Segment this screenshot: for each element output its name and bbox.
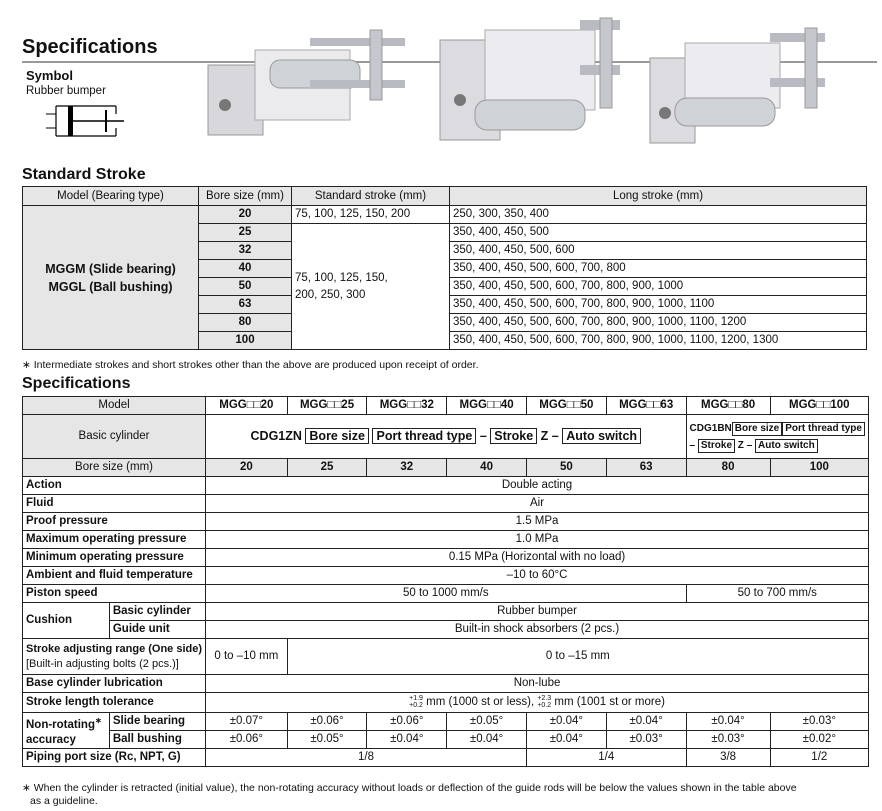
tolerance-a-text: mm (1000 st or less), (426, 696, 535, 708)
page-title: Specifications (22, 36, 158, 58)
cushion-basic-label: Basic cylinder (109, 603, 205, 621)
cushion-label: Cushion (23, 603, 110, 639)
tolerance-a-fraction (409, 695, 423, 709)
long-stroke-cell: 350, 400, 450, 500, 600, 700, 800, 900, 1000 (450, 278, 867, 296)
adjusting-range-label-line1: Stroke adjusting range (One side) (26, 642, 203, 655)
proof-pressure-value: 1.5 MPa (206, 513, 869, 531)
std-stroke-line-1: 75, 100, 125, 150, (295, 271, 388, 284)
tolerance-label: Stroke length tolerance (23, 693, 206, 713)
slide-value: ±0.03° (770, 713, 868, 731)
cylinder-symbol-icon (46, 102, 126, 142)
cylinder-photo-2 (430, 10, 630, 160)
adjusting-range-label-line2: [Built-in adjusting bolts (2 pcs.)] (26, 657, 179, 670)
tolerance-a-lower: +0.2 (409, 701, 423, 709)
standard-stroke-title: Standard Stroke (22, 166, 146, 183)
tolerance-value (206, 693, 869, 713)
bore-cell: 100 (770, 459, 868, 477)
adjusting-range-value: 0 to –15 mm (287, 639, 868, 675)
bore-cell: 50 (199, 278, 292, 296)
specifications-note (22, 782, 797, 808)
model-cell (23, 206, 199, 350)
long-stroke-cell: 350, 400, 450, 500, 600, 700, 800 (450, 260, 867, 278)
bc2-switch-box: Auto switch (755, 439, 818, 453)
bc-bore-box: Bore size (305, 428, 369, 444)
tolerance-b-fraction (537, 695, 551, 709)
bc2-port-box: Port thread type (782, 422, 865, 436)
bc2-prefix: CDG1BN (689, 422, 732, 434)
slide-bearing-label: Slide bearing (109, 713, 205, 731)
bore-cell: 20 (206, 459, 288, 477)
model-cell: MGG□□63 (606, 397, 686, 415)
long-stroke-cell: 350, 400, 450, 500, 600, 700, 800, 900, 1000, 1100, 1200 (450, 314, 867, 332)
standard-stroke-table (22, 186, 867, 350)
lubrication-label: Base cylinder lubrication (23, 675, 206, 693)
bore-cell: 80 (199, 314, 292, 332)
fluid-label: Fluid (23, 495, 206, 513)
ball-value: ±0.02° (770, 731, 868, 749)
temperature-label: Ambient and fluid temperature (23, 567, 206, 585)
adjusting-range-label (23, 639, 206, 675)
std-stroke-line-2: 200, 250, 300 (295, 288, 366, 301)
slide-value: ±0.04° (686, 713, 770, 731)
piping-port-value: 1/2 (770, 749, 868, 767)
piping-port-value: 1/8 (206, 749, 527, 767)
ball-value: ±0.04° (367, 731, 447, 749)
ball-bushing-label: Ball bushing (109, 731, 205, 749)
model-label: Model (23, 397, 206, 415)
bore-cell: 32 (199, 242, 292, 260)
tolerance-b-upper: +2.3 (537, 694, 552, 702)
slide-value: ±0.06° (287, 713, 367, 731)
model-cell: MGG□□50 (526, 397, 606, 415)
piping-port-label: Piping port size (Rc, NPT, G) (23, 749, 206, 767)
tolerance-a-upper: +1.9 (409, 694, 423, 702)
bc2-z: Z (737, 439, 744, 451)
symbol-caption: Rubber bumper (26, 85, 106, 97)
bore-label: Bore size (mm) (23, 459, 206, 477)
slide-value: ±0.04° (526, 713, 606, 731)
bore-cell: 25 (199, 224, 292, 242)
bore-cell: 20 (199, 206, 292, 224)
header-long-stroke: Long stroke (mm) (450, 187, 867, 206)
piston-speed-value-large: 50 to 700 mm/s (686, 585, 868, 603)
cushion-basic-value: Rubber bumper (206, 603, 869, 621)
piping-port-value: 1/4 (526, 749, 686, 767)
header-bore: Bore size (mm) (199, 187, 292, 206)
slide-value: ±0.06° (367, 713, 447, 731)
ball-value: ±0.03° (686, 731, 770, 749)
bc2-bore-box: Bore size (732, 422, 782, 436)
bc-port-box: Port thread type (372, 428, 476, 444)
symbol-label: Symbol (26, 68, 73, 83)
bore-cell: 63 (606, 459, 686, 477)
ball-value: ±0.06° (206, 731, 288, 749)
bc-switch-box: Auto switch (562, 428, 641, 444)
non-rotating-label (23, 713, 110, 749)
cylinder-photo-1 (200, 20, 415, 150)
adjusting-range-value-20: 0 to –10 mm (206, 639, 288, 675)
specifications-title: Specifications (22, 375, 131, 392)
specifications-note-line1: ∗ When the cylinder is retracted (initial value), the non-rotating accuracy without loads or deflection of the guide rods will be below the values shown in the table above (22, 782, 797, 794)
piston-speed-label: Piston speed (23, 585, 206, 603)
long-stroke-cell: 350, 400, 450, 500, 600, 700, 800, 900, 1000, 1100 (450, 296, 867, 314)
slide-value: ±0.04° (606, 713, 686, 731)
lubrication-value: Non-lube (206, 675, 869, 693)
bc2-dash: – (689, 439, 696, 451)
bc-dash: – (479, 429, 487, 443)
model-cell: MGG□□40 (447, 397, 527, 415)
model-cell: MGG□□25 (287, 397, 367, 415)
ball-value: ±0.04° (447, 731, 527, 749)
basic-cylinder-code-large (686, 415, 868, 459)
action-label: Action (23, 477, 206, 495)
temperature-value: –10 to 60°C (206, 567, 869, 585)
cushion-guide-value: Built-in shock absorbers (2 pcs.) (206, 621, 869, 639)
bore-cell: 40 (447, 459, 527, 477)
bc2-dash: – (746, 439, 753, 451)
long-stroke-cell: 350, 400, 450, 500, 600 (450, 242, 867, 260)
long-stroke-cell: 350, 400, 450, 500 (450, 224, 867, 242)
model-cell: MGG□□32 (367, 397, 447, 415)
bore-cell: 32 (367, 459, 447, 477)
slide-value: ±0.07° (206, 713, 288, 731)
piping-port-value: 3/8 (686, 749, 770, 767)
header-standard-stroke: Standard stroke (mm) (292, 187, 450, 206)
long-stroke-cell: 350, 400, 450, 500, 600, 700, 800, 900, 1000, 1100, 1200, 1300 (450, 332, 867, 350)
standard-stroke-note: ∗ Intermediate strokes and short strokes other than the above are produced upon receipt of order. (22, 359, 479, 371)
cushion-guide-label: Guide unit (109, 621, 205, 639)
max-pressure-label: Maximum operating pressure (23, 531, 206, 549)
bore-cell: 40 (199, 260, 292, 278)
specifications-table (22, 396, 869, 767)
tolerance-b-text: mm (1001 st or more) (554, 696, 665, 708)
proof-pressure-label: Proof pressure (23, 513, 206, 531)
std-stroke-cell (292, 224, 450, 350)
basic-cylinder-label: Basic cylinder (23, 415, 206, 459)
bore-cell: 100 (199, 332, 292, 350)
fluid-value: Air (206, 495, 869, 513)
bore-cell: 50 (526, 459, 606, 477)
bore-cell: 63 (199, 296, 292, 314)
min-pressure-value: 0.15 MPa (Horizontal with no load) (206, 549, 869, 567)
max-pressure-value: 1.0 MPa (206, 531, 869, 549)
min-pressure-label: Minimum operating pressure (23, 549, 206, 567)
header-model: Model (Bearing type) (23, 187, 199, 206)
basic-cylinder-code (206, 415, 687, 459)
model-cell: MGG□□100 (770, 397, 868, 415)
non-rotating-label-line1: Non-rotating (26, 718, 95, 731)
slide-value: ±0.05° (447, 713, 527, 731)
ball-value: ±0.04° (526, 731, 606, 749)
bore-cell: 25 (287, 459, 367, 477)
ball-value: ±0.03° (606, 731, 686, 749)
bc2-stroke-box: Stroke (698, 439, 735, 453)
action-value: Double acting (206, 477, 869, 495)
piston-speed-value: 50 to 1000 mm/s (206, 585, 687, 603)
bc-dash: – (551, 429, 559, 443)
cylinder-photo-3 (640, 18, 840, 148)
tolerance-b-lower: +0.2 (537, 701, 552, 709)
model-line-2: MGGL (Ball bushing) (48, 279, 173, 294)
model-line-1: MGGM (Slide bearing) (45, 261, 176, 276)
non-rotating-footnote-mark: ∗ (94, 716, 102, 726)
non-rotating-label-line2: accuracy (26, 733, 76, 746)
std-stroke-cell: 75, 100, 125, 150, 200 (292, 206, 450, 224)
bc-z: Z (540, 429, 549, 443)
model-cell: MGG□□80 (686, 397, 770, 415)
ball-value: ±0.05° (287, 731, 367, 749)
bore-cell: 80 (686, 459, 770, 477)
long-stroke-cell: 250, 300, 350, 400 (450, 206, 867, 224)
bc-stroke-box: Stroke (490, 428, 537, 444)
model-cell: MGG□□20 (206, 397, 288, 415)
specifications-note-line2: as a guideline. (30, 795, 98, 807)
bc-prefix: CDG1ZN (250, 429, 302, 443)
